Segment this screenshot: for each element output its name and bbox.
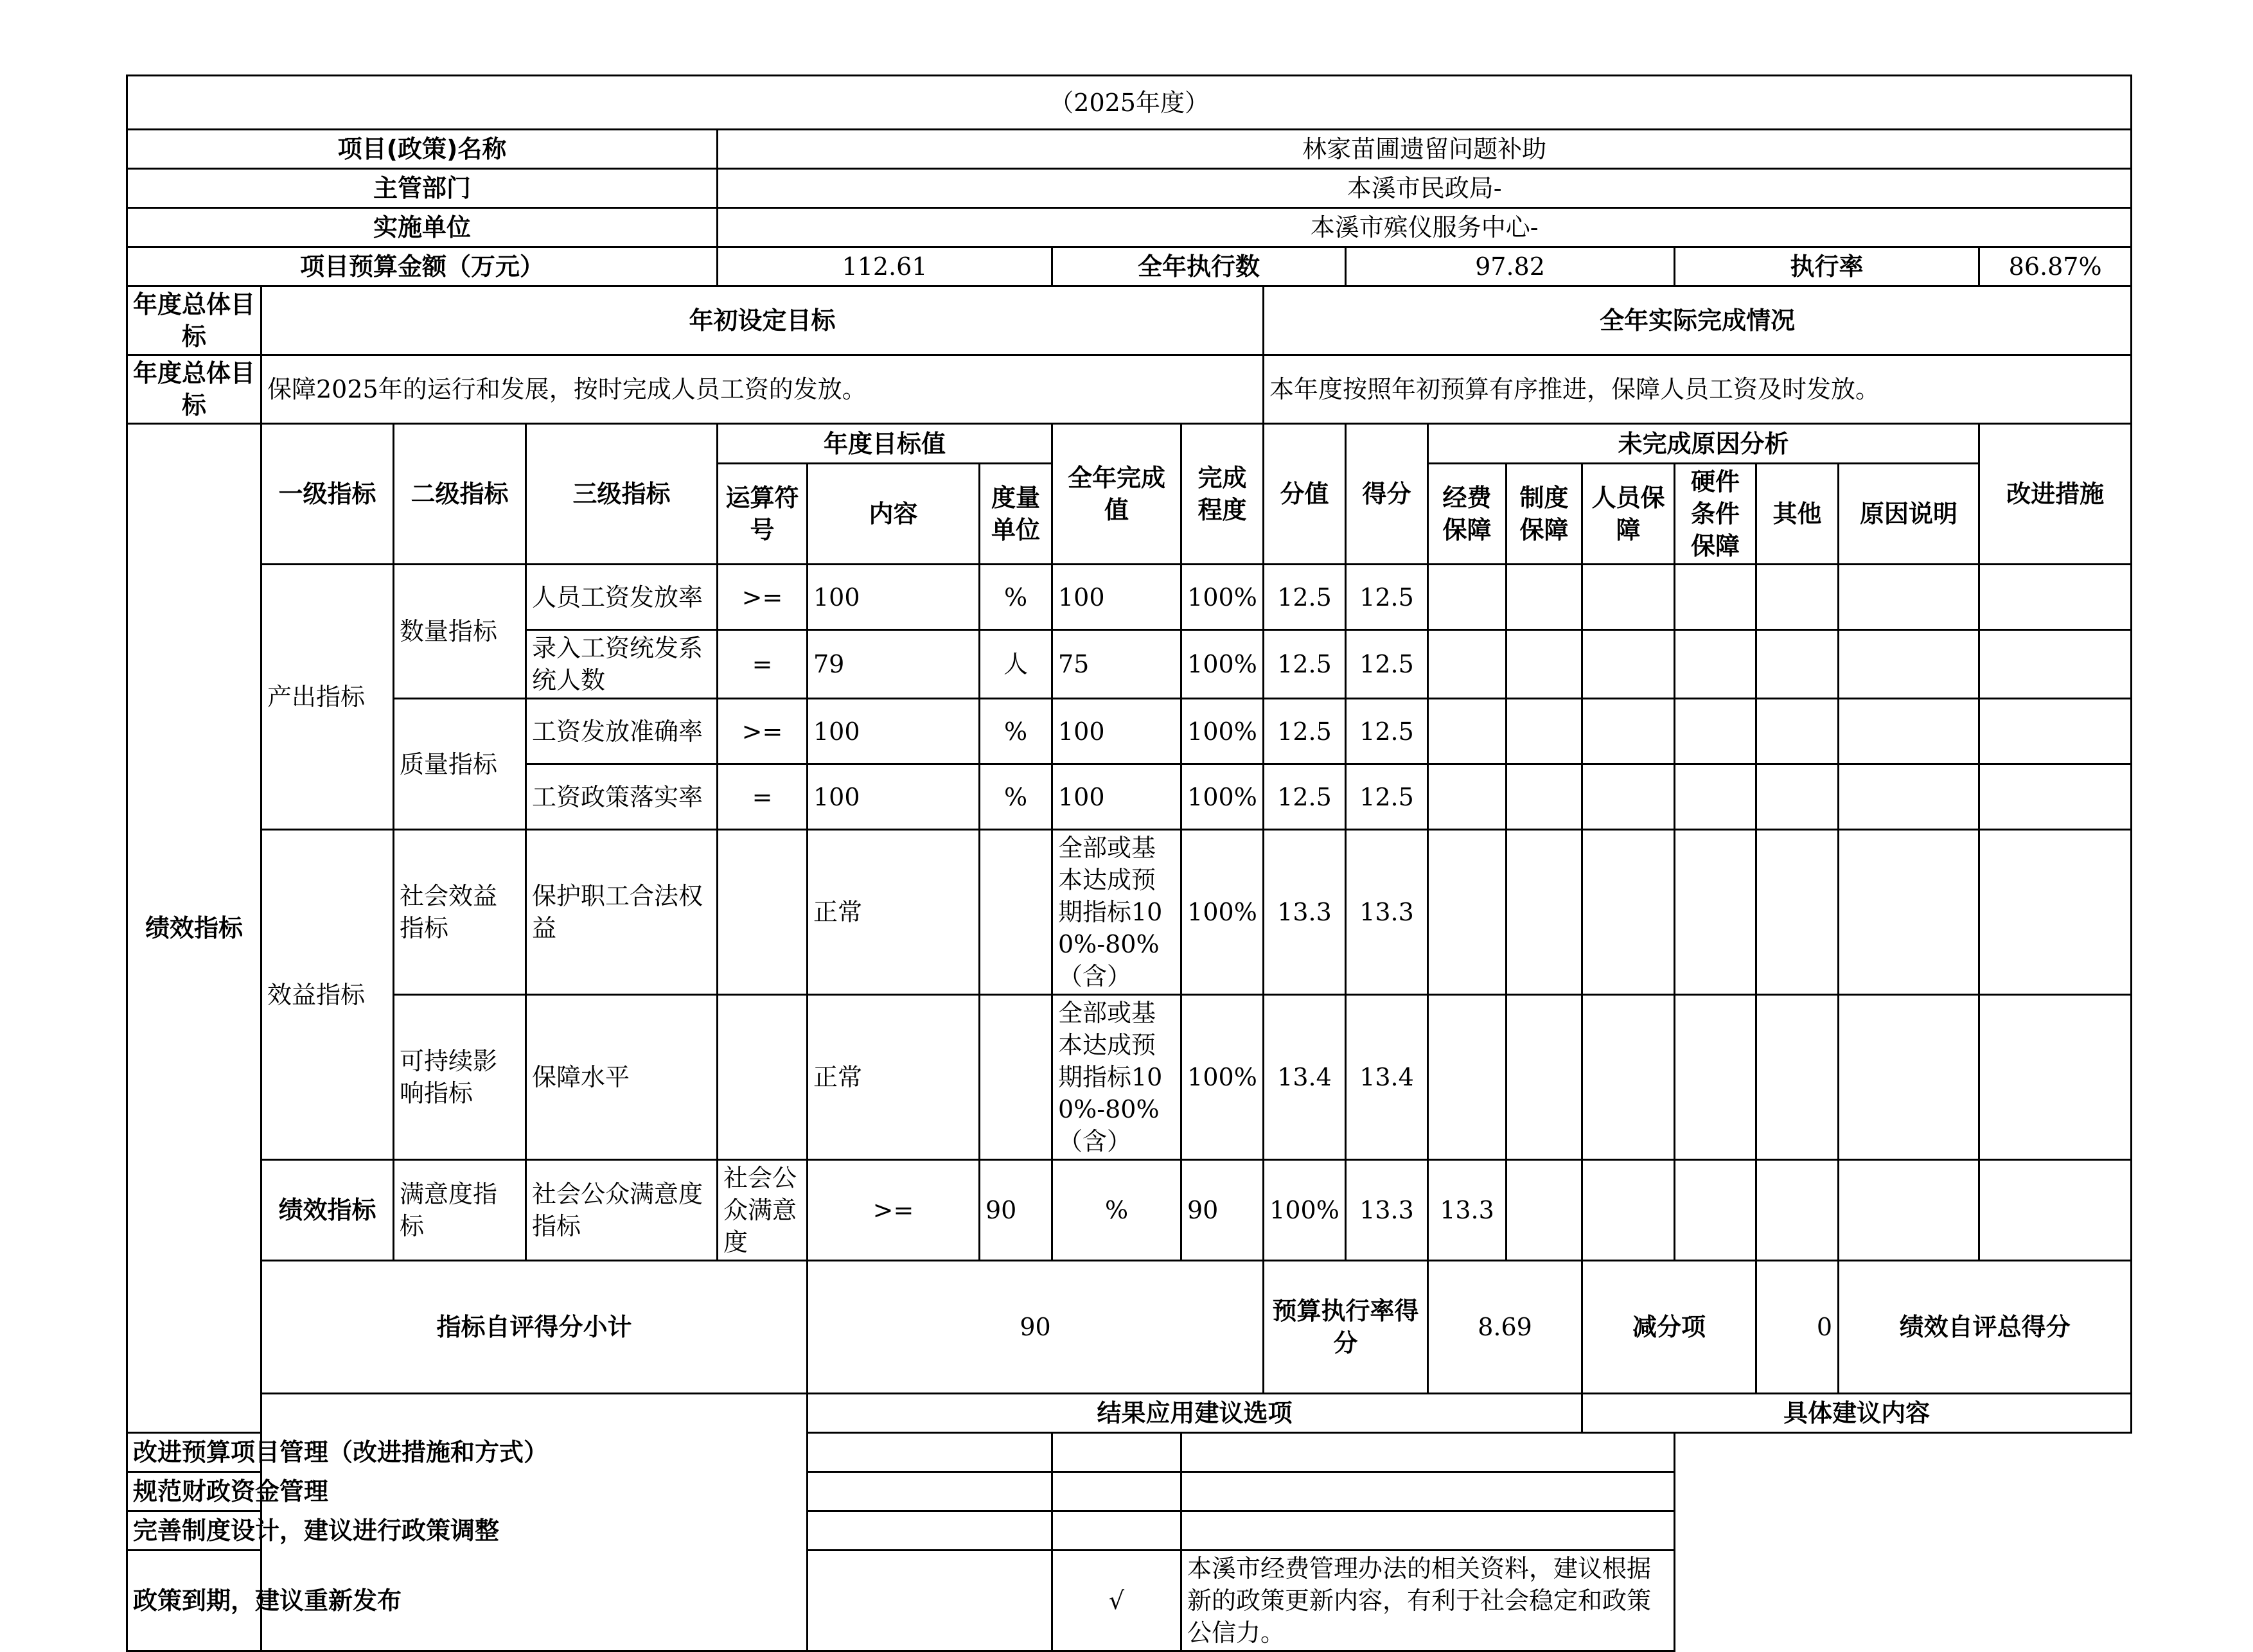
suggestion-option: 完善制度设计，建议进行政策调整 [127,1511,1052,1551]
empty-cell [1979,830,2132,995]
budget-amount-value: 112.61 [718,247,1052,286]
indicator-completion: 100% [1181,565,1264,630]
empty-cell [1839,764,1979,830]
budget-score-label: 预算执行率得分 [1264,1261,1428,1394]
empty-cell [1756,1160,1839,1261]
empty-cell [1979,995,2132,1160]
performance-section-label: 绩效指标 [127,424,261,1433]
empty-cell [1582,764,1675,830]
indicator-name: 工资政策落实率 [526,764,718,830]
empty-cell [1675,565,1756,630]
empty-cell [1582,699,1675,764]
empty-cell [1506,830,1582,995]
empty-cell [1675,995,1756,1160]
satisfaction-level1: 满意度指标 [394,1160,526,1261]
performance-evaluation-table [126,75,2132,1652]
indicator-operator: >= [718,699,808,764]
empty-cell [1582,830,1675,995]
empty-cell [1582,565,1675,630]
budget-score-value: 8.69 [1428,1261,1582,1394]
indicator-unit: % [980,764,1052,830]
level3-header: 三级指标 [526,424,718,565]
empty-cell [980,995,1052,1160]
reason-system-header: 制度保障 [1506,464,1582,565]
indicator-unit: 人 [980,630,1052,699]
reason-other-header: 其他 [1756,464,1839,565]
empty-cell [1979,1160,2132,1261]
initial-goal-header: 年初设定目标 [261,286,1264,355]
indicator-completion: 100% [1181,699,1264,764]
score-header: 得分 [1346,424,1428,565]
empty-cell [1839,630,1979,699]
indicator-name: 工资发放准确率 [526,699,718,764]
empty-cell [1428,565,1506,630]
indicator-name: 社会公众满意度 [718,1160,808,1261]
indicator-completion: 100% [1181,764,1264,830]
empty-cell [1506,764,1582,830]
indicator-unit: % [1052,1160,1181,1261]
suggestion-detail-header: 具体建议内容 [1582,1394,2132,1433]
empty-cell [1506,630,1582,699]
content-header: 内容 [808,464,980,565]
indicator-content: 100 [808,565,980,630]
indicator-completion: 100% [1264,1160,1346,1261]
indicator-content: 100 [808,764,980,830]
indicator-weight: 13.4 [1264,995,1346,1160]
empty-cell [1979,764,2132,830]
empty-cell [1506,995,1582,1160]
actual-goal-text: 本年度按照年初预算有序推进，保障人员工资及时发放。 [1264,355,2132,424]
subtotal-value: 90 [808,1261,1264,1394]
indicator-actual: 100 [1052,565,1181,630]
operator-header: 运算符号 [718,464,808,565]
goal-row-label: 年度总体目标 [127,286,261,355]
empty-cell [1428,699,1506,764]
empty-cell [1428,764,1506,830]
suggestion-detail [1181,1433,1675,1472]
reason-staff-header: 人员保障 [1582,464,1675,565]
rate-value: 86.87% [1979,247,2132,286]
empty-cell [1582,995,1675,1160]
indicator-score: 13.4 [1346,995,1428,1160]
suggestion-options-header: 结果应用建议选项 [808,1394,1582,1433]
suggestion-detail: 本溪市经费管理办法的相关资料，建议根据新的政策更新内容，有利于社会稳定和政策公信力。 [1181,1551,1675,1651]
indicator-score: 12.5 [1346,699,1428,764]
empty-cell [1582,1160,1675,1261]
project-name-label: 项目(政策)名称 [127,130,718,169]
benefit-level2: 社会效益指标 [394,830,526,995]
indicator-actual: 100 [1052,699,1181,764]
unit-label: 实施单位 [127,208,718,247]
quality-label: 质量指标 [394,699,526,830]
reason-hardware-header: 硬件条件保障 [1675,464,1756,565]
indicator-weight: 13.3 [1346,1160,1428,1261]
indicator-operator: = [718,764,808,830]
indicator-unit: % [980,565,1052,630]
indicator-weight: 12.5 [1264,699,1346,764]
empty-cell [718,830,808,995]
indicator-actual: 全部或基本达成预期指标100%-80%（含） [1052,830,1181,995]
satisfaction-section-label: 绩效指标 [261,1160,394,1261]
dept-label: 主管部门 [127,169,718,208]
empty-cell [1756,995,1839,1160]
empty-cell [1979,630,2132,699]
empty-cell [1839,565,1979,630]
indicator-operator: >= [808,1160,980,1261]
empty-cell [1506,1160,1582,1261]
suggestion-check: √ [1052,1551,1181,1651]
weight-header: 分值 [1264,424,1346,565]
indicator-content: 79 [808,630,980,699]
output-level1: 产出指标 [261,565,394,830]
rate-label: 执行率 [1675,247,1979,286]
indicator-name: 人员工资发放率 [526,565,718,630]
suggestion-option: 规范财政资金管理 [127,1472,1052,1511]
indicator-actual: 75 [1052,630,1181,699]
year-title: （2025年度） [127,76,2132,130]
quantity-label: 数量指标 [394,565,526,699]
exec-value: 97.82 [1346,247,1675,286]
indicator-content: 正常 [808,995,980,1160]
empty-cell [1675,699,1756,764]
indicator-completion: 100% [1181,630,1264,699]
suggestion-check [1052,1472,1181,1511]
empty-cell [980,830,1052,995]
indicator-score: 12.5 [1346,630,1428,699]
indicator-name: 保障水平 [526,995,718,1160]
improve-header: 改进措施 [1979,424,2132,565]
indicator-weight: 13.3 [1264,830,1346,995]
reason-funds-header: 经费保障 [1428,464,1506,565]
reason-explain-header: 原因说明 [1839,464,1979,565]
empty-cell [1839,699,1979,764]
goal-row-label: 年度总体目标 [127,355,261,424]
dept-value: 本溪市民政局- [718,169,2132,208]
indicator-weight: 12.5 [1264,565,1346,630]
empty-cell [1756,830,1839,995]
project-name-value: 林家苗圃遗留问题补助 [718,130,2132,169]
empty-cell [1506,699,1582,764]
empty-cell [1839,995,1979,1160]
empty-cell [1675,1160,1756,1261]
unit-header: 度量单位 [980,464,1052,565]
indicator-weight: 12.5 [1264,630,1346,699]
empty-cell [1756,699,1839,764]
indicator-name: 保护职工合法权益 [526,830,718,995]
indicator-completion: 100% [1181,995,1264,1160]
target-group-header: 年度目标值 [718,424,1052,464]
reason-group-header: 未完成原因分析 [1428,424,1979,464]
total-label: 绩效自评总得分 [1839,1261,2132,1394]
suggestion-check [1052,1433,1181,1472]
suggestion-detail [1181,1511,1675,1551]
subtotal-label: 指标自评得分小计 [261,1261,808,1394]
empty-cell [1675,630,1756,699]
indicator-unit: % [980,699,1052,764]
indicator-weight: 12.5 [1264,764,1346,830]
unit-value: 本溪市殡仪服务中心- [718,208,2132,247]
deduct-value: 0 [1756,1261,1839,1394]
benefit-level1: 效益指标 [261,830,394,1160]
empty-cell [1582,630,1675,699]
empty-cell [1979,565,2132,630]
indicator-actual: 100 [1052,764,1181,830]
indicator-name: 录入工资统发系统人数 [526,630,718,699]
deduct-label: 减分项 [1582,1261,1756,1394]
indicator-operator: = [718,630,808,699]
benefit-level2: 可持续影响指标 [394,995,526,1160]
exec-label: 全年执行数 [1052,247,1346,286]
actual-header: 全年完成值 [1052,424,1181,565]
empty-cell [1675,764,1756,830]
indicator-actual: 全部或基本达成预期指标100%-80%（含） [1052,995,1181,1160]
completion-header: 完成程度 [1181,424,1264,565]
suggestion-option: 政策到期，建议重新发布 [127,1551,1052,1651]
indicator-actual: 90 [1181,1160,1264,1261]
level2-header: 二级指标 [394,424,526,565]
indicator-score: 13.3 [1346,830,1428,995]
indicator-operator: >= [718,565,808,630]
indicator-content: 正常 [808,830,980,995]
indicator-score: 13.3 [1428,1160,1506,1261]
empty-cell [1979,699,2132,764]
budget-amount-label: 项目预算金额（万元） [127,247,718,286]
level1-header: 一级指标 [261,424,394,565]
empty-cell [1839,830,1979,995]
empty-cell [1756,764,1839,830]
actual-goal-header: 全年实际完成情况 [1264,286,2132,355]
empty-cell [1428,995,1506,1160]
empty-cell [1756,630,1839,699]
empty-cell [1428,830,1506,995]
indicator-completion: 100% [1181,830,1264,995]
initial-goal-text: 保障2025年的运行和发展，按时完成人员工资的发放。 [261,355,1264,424]
satisfaction-level2: 社会公众满意度指标 [526,1160,718,1261]
suggestion-option: 改进预算项目管理（改进措施和方式） [127,1433,1052,1472]
empty-cell [1839,1160,1979,1261]
empty-cell [1756,565,1839,630]
indicator-score: 12.5 [1346,764,1428,830]
suggestion-check [1052,1511,1181,1551]
indicator-score: 12.5 [1346,565,1428,630]
indicator-content: 90 [980,1160,1052,1261]
empty-cell [718,995,808,1160]
suggestion-detail [1181,1472,1675,1511]
empty-cell [1428,630,1506,699]
empty-cell [1506,565,1582,630]
empty-cell [1675,830,1756,995]
indicator-content: 100 [808,699,980,764]
